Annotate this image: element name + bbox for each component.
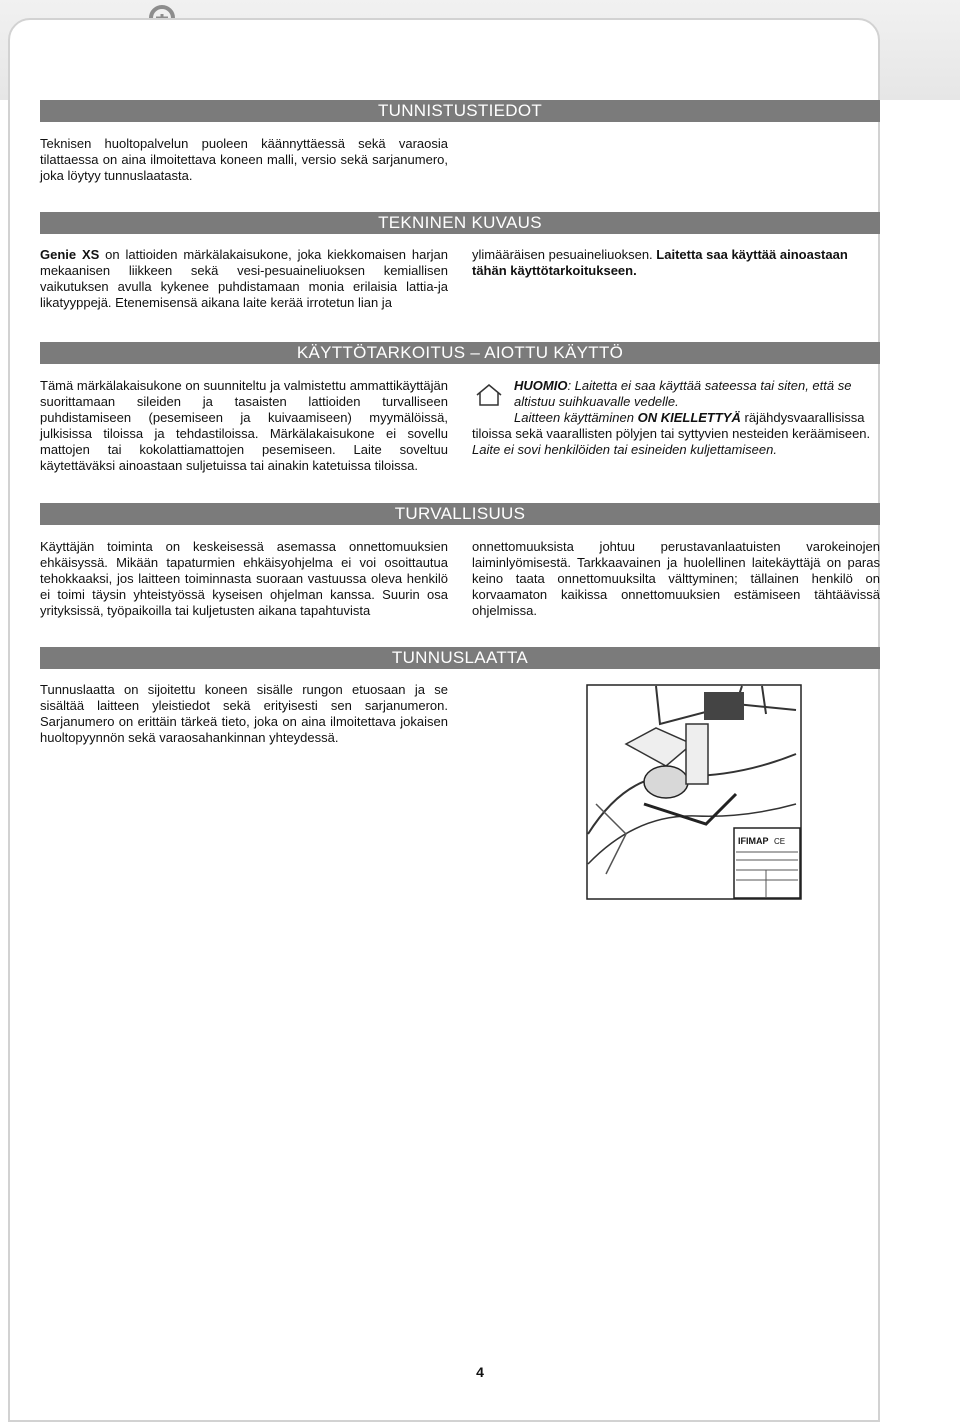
- usage-start: Laitteen käyttäminen: [514, 410, 634, 425]
- tekninen-kuvaus-right: [472, 247, 880, 279]
- turvallisuus-left: [40, 539, 448, 619]
- tunnistustiedot-text: [40, 136, 448, 184]
- kayttotarkoitus-paragraph: Tämä märkälakaisukone on suunniteltu ja valmistettu ammattikäyttäjän suorittamaan sileiden ja tasaisten lattioiden turvalliseen puhdistamiseen (pesemiseen ja kuivaamiseen) myymälöissä, julkisissa tiloissa ja tehdastiloissa. Märkälakaisukone ei sovellu mattojen tai kokolattiamattojen pesemiseen. Laite soveltuu käytettäväksi ainoastaan suljetuissa tai ainakin katetuissa tiloissa.: [40, 378, 448, 473]
- machine-nameplate-illustration: [586, 684, 802, 900]
- turvallisuus-right-paragraph: onnettomuuksista johtuu perustavanlaatuisten varokeinojen laiminlyömisestä. Tarkkaavainen ja huolellinen laitekäyttäjä on paras keino taata onnettomuuksilta välttyminen; tällainen henkilö on korvaamaton kaikissa onnettomuuksien estämiseen tähtäävissä ohjelmissa.: [472, 539, 880, 618]
- usage-rest: räjähdysvaarallisissa tiloissa sekä vaarallisten pölyjen tai syttyvien nesteiden keräämiseen.: [472, 410, 871, 441]
- plate-brand: IFIMAP: [738, 836, 769, 846]
- page-number: 4: [476, 1364, 484, 1380]
- tunnistustiedot-paragraph: Teknisen huoltopalvelun puoleen käännyttäessä sekä varaosia tilattaessa on aina ilmoitettava koneen malli, versio sekä sarjanumero, joka löytyy tunnuslaatasta.: [40, 136, 448, 183]
- model-name: Genie XS: [40, 247, 100, 262]
- turvallisuus-left-paragraph: Käyttäjän toiminta on keskeisessä asemassa onnettomuuksien ehkäisyssä. Mikään tapaturmien ehkäisyohjelma ei voi osoittautua tehokkaaksi, jos laitteen toiminnasta suoraan vastuussa oleva henkilö ei toimi täysin yhteistyössä kyseisen ohjelman kanssa. Suurin osa yrityksissä, työpaikoilla tai kuljetusten aikana tapahtuvista: [40, 539, 448, 618]
- tekninen-kuvaus-usage-restriction: Laitetta saa käyttää ainoastaan tähän käyttötarkoitukseen.: [472, 247, 848, 278]
- heading-tunnuslaatta: TUNNUSLAATTA: [40, 647, 880, 669]
- heading-kayttotarkoitus: KÄYTTÖTARKOITUS – AIOTTU KÄYTTÖ: [40, 342, 880, 364]
- tekninen-kuvaus-right-text: ylimääräisen pesuaineliuoksen.: [472, 247, 653, 262]
- heading-tekninen-kuvaus: TEKNINEN KUVAUS: [40, 212, 880, 234]
- turvallisuus-right: [472, 539, 880, 619]
- tunnuslaatta-text: [40, 682, 448, 746]
- huomio-label: HUOMIO: [514, 378, 568, 393]
- tunnuslaatta-paragraph: Tunnuslaatta on sijoitettu koneen sisälle rungon etuosaan ja se sisältää laitteen yleistiedot sekä erityisesti sen sarjanumeron. Sarjanumero on erittäin tärkeä tieto, joka on aina ilmoitettava jokaisen huoltopyynnön sekä varaosahankinnan yhteydessä.: [40, 682, 448, 745]
- usage-note: Laite ei sovi henkilöiden tai esineiden kuljettamiseen.: [472, 442, 777, 457]
- tekninen-kuvaus-left: [40, 247, 448, 311]
- usage-forbidden: ON KIELLETTYÄ: [637, 410, 741, 425]
- heading-tunnistustiedot: TUNNISTUSTIEDOT: [40, 100, 880, 122]
- huomio-text: : Laitetta ei saa käyttää sateessa tai siten, että se altistuu suihkuavalle vedelle.: [514, 378, 852, 409]
- kayttotarkoitus-right: [472, 378, 880, 458]
- plate-ce-mark: CE: [774, 837, 786, 846]
- kayttotarkoitus-left: [40, 378, 448, 474]
- heading-turvallisuus: TURVALLISUUS: [40, 503, 880, 525]
- tekninen-kuvaus-left-text: on lattioiden märkälakaisukone, joka kiekkomaisen harjan mekaanisen liikkeen sekä vesi-pesuaineliuoksen kemiallisen vaikutuksen avulla kykenee puhdistamaan monia erilaisia lattia-ja likatyyppejä. Etenemisensä aikana laite kerää irrotetun lian ja: [40, 247, 448, 310]
